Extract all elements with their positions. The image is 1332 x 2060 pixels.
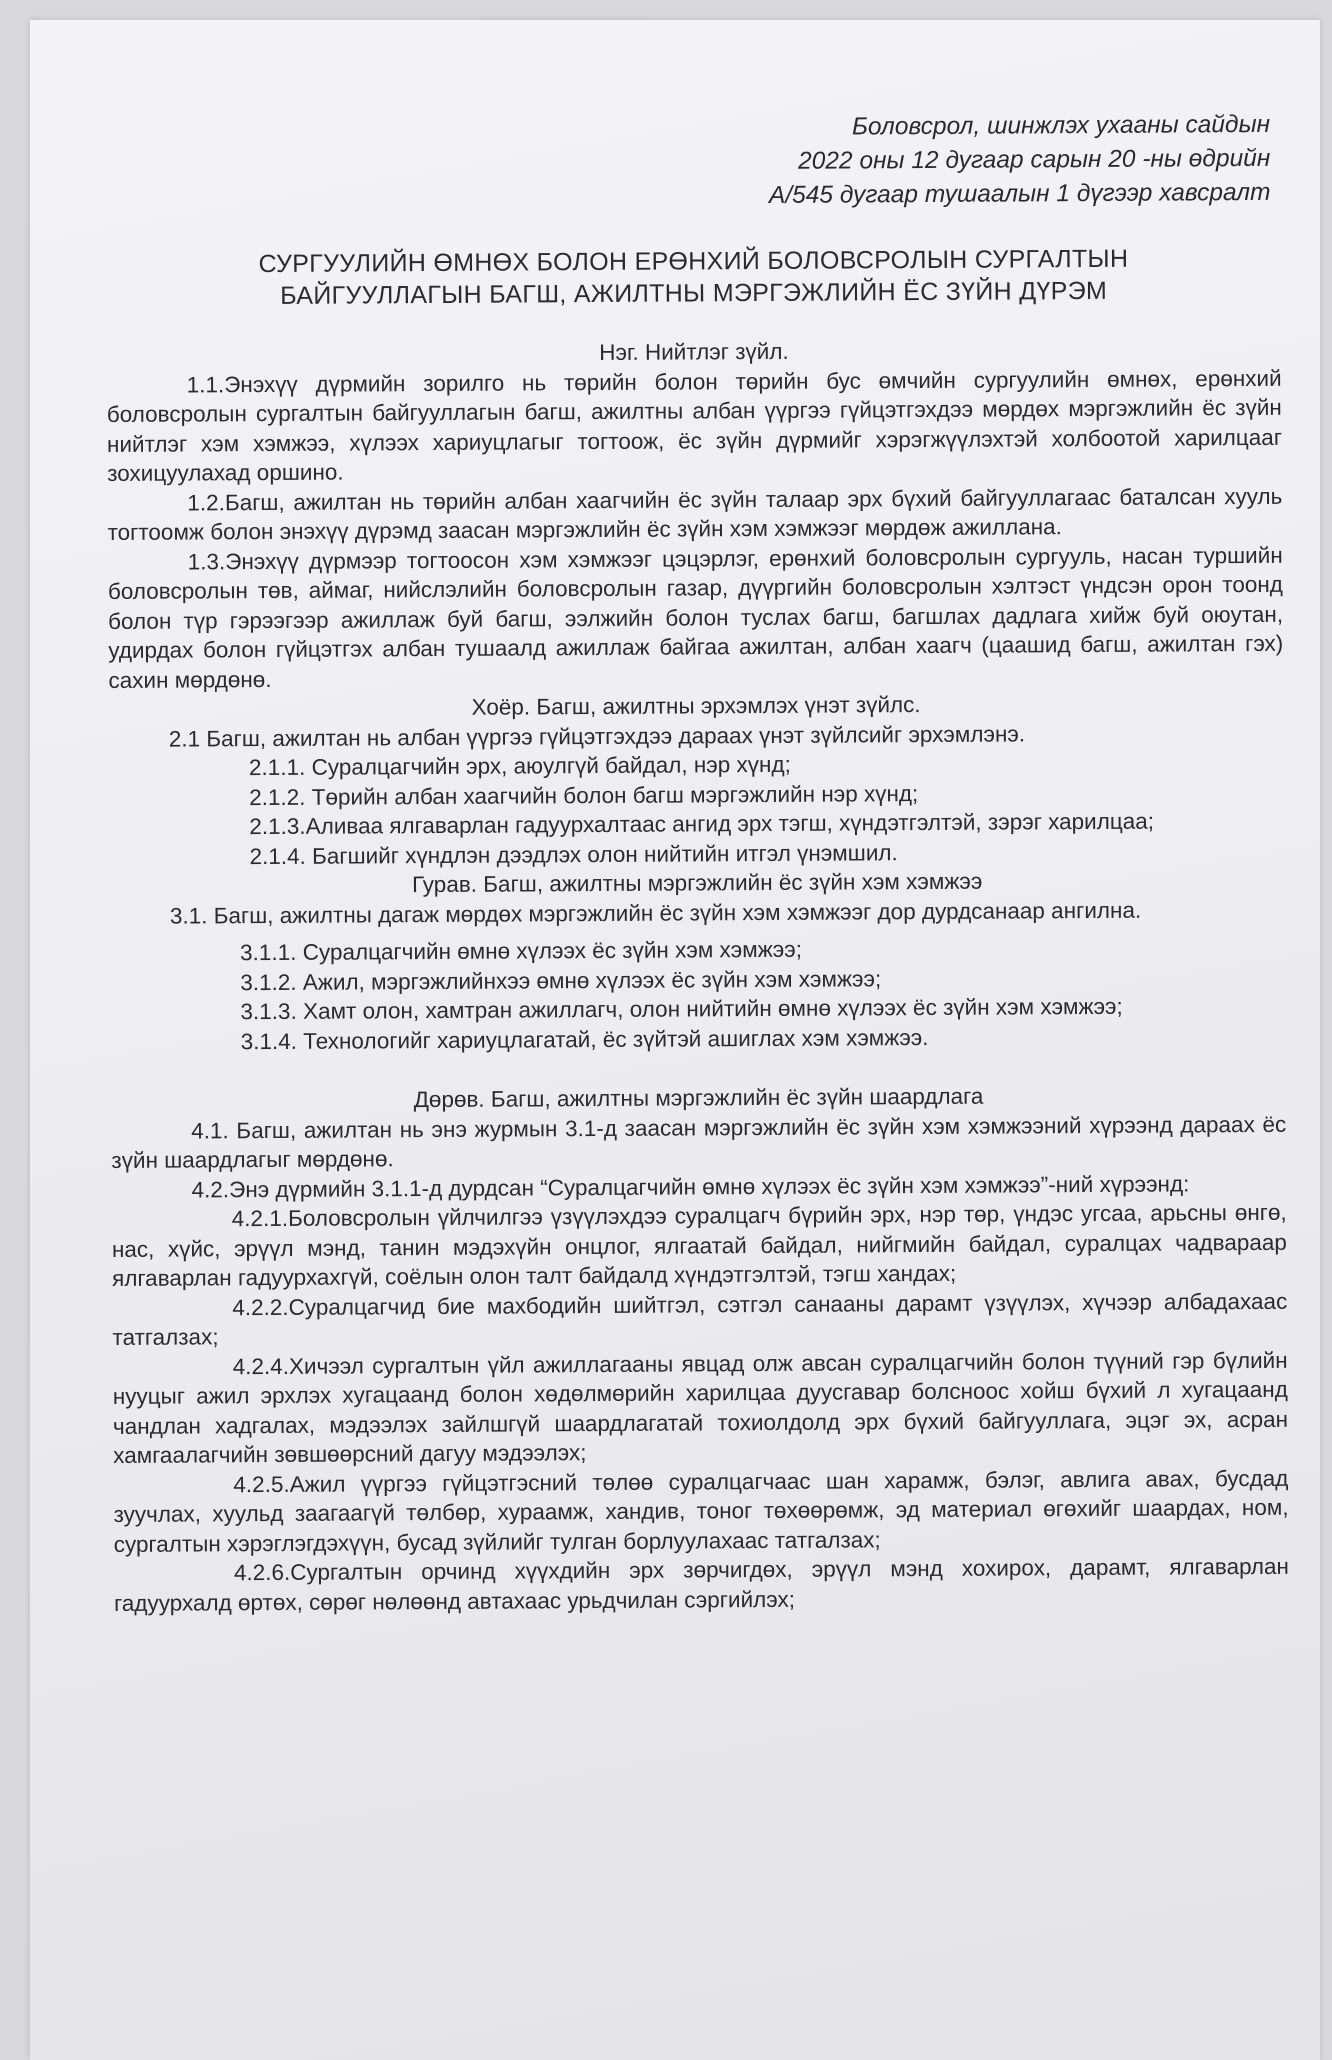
title-line-2: БАЙГУУЛЛАГЫН БАГШ, АЖИЛТНЫ МЭРГЭЖЛИЙН ЁС ЗҮЙН ДҮРЭМ [280, 276, 1108, 310]
paragraph-3-1: 3.1. Багш, ажилтны дагаж мөрдөх мэргэжлийн ёс зүйн хэм хэмжээг дор дурдсанаар ангилна. [169, 897, 1142, 929]
item-4-2-6: 4.2.6.Сургалтын орчинд хүүхдийн эрх зөрчигдөх, эрүүл мэнд хохирох, дарамт, ялгаварлан гадуурхалд өртөх, сөрөг нөлөөнд автахаас урьдчилан сэргийлэх; [114, 1553, 1289, 1616]
section-heading-4: Дөрөв. Багш, ажилтны мэргэжлийн ёс зүйн шаардлага [413, 1083, 984, 1113]
attachment-header [105, 108, 1281, 217]
item-3-1-3: 3.1.3. Хамт олон, хамтран ажиллагч, олон нийтийн өмнө хүлээх ёс зүйн хэм хэмжээ; [240, 993, 1123, 1025]
paragraph-4-2: 4.2.Энэ дүрмийн 3.1.1-д дурдсан “Суралцагчийн өмнө хүлээх ёс зүйн хэм хэмжээ”-ний хүрээнд: [191, 1170, 1190, 1202]
section-heading-2: Хоёр. Багш, ажилтны эрхэмлэх үнэт зүйлс. [471, 692, 921, 720]
item-4-2-5: 4.2.5.Ажил үүргээ гүйцэтгэсний төлөө суралцагчаас шан харамж, бэлэг, авлига авах, бусдад зуучлах, хуульд заагаагүй төлбөр, хураамж, хандив, тоног төхөөрөмж, эд материал өгөхийг шаардах, ном, сургалтын хэрэглэгдэхүүн, бусад зүйлийг тулган борлуулахаас татгалзах; [113, 1465, 1289, 1557]
header-line-order: А/545 дугаар тушаалын 1 дүгээр хавсралт [768, 178, 1271, 209]
item-2-1-2: 2.1.2. Төрийн албан хаагчийн болон багш мэргэжлийн нэр хүнд; [249, 780, 919, 810]
document-body [105, 108, 1289, 1618]
document-title [106, 242, 1281, 313]
paragraph-4-1: 4.1. Багш, ажилтан нь энэ журмын 3.1-д заасан мэргэжлийн ёс зүйн хэм хэмжээний хүрээнд дараах ёс зүйн шаардлагыг мөрдөнө. [111, 1111, 1287, 1173]
header-line-date: 2022 оны 12 дугаар сарын 20 -ны өдрийн [798, 144, 1271, 175]
item-2-1-1: 2.1.1. Суралцагчийн эрх, аюулгүй байдал, нэр хүнд; [248, 751, 791, 781]
section-heading-1: Нэг. Нийтлэг зүйл. [599, 338, 789, 365]
header-line-ministry: Боловсрол, шинжлэх ухааны сайдын [851, 110, 1271, 141]
paragraph-1-3: 1.3.Энэхүү дүрмээр тогтоосон хэм хэмжээг цэцэрлэг, ерөнхий боловсролын сургууль, насан туршийн боловсролын төв, аймаг, нийслэлийн боловсролын газар, дүүргийн боловсролын хэлтэст үндсэн орон тоонд болон түр гэрээгээр ажиллаж буй багш, ээлжийн болон туслах багш, багшлах дадлага хийж буй оюутан, удирдах болон гүйцэтгэх албан тушаалд ажиллаж байгаа ажилтан, албан хаагч (цаашид багш, ажилтан гэх) сахин мөрдөнө. [107, 542, 1284, 693]
item-3-1-4: 3.1.4. Технологийг хариуцлагатай, ёс зүйтэй ашиглах хэм хэмжээ. [240, 1024, 929, 1054]
item-4-2-1: 4.2.1.Боловсролын үйлчилгээ үзүүлэхдээ суралцагч бүрийн эрх, нэр төр, үндэс угсаа, арьсны өнгө, нас, хүйс, эрүүл мэнд, танин мэдэхүйн онцлог, ялгаатай байдал, нийгмийн байдал, суралцах чадвараар ялгаварлан гадуурхахгүй, соёлын олон талт байдалд хүндэтгэлтэй, тэгш хандах; [111, 1199, 1287, 1291]
paragraph-1-1: 1.1.Энэхүү дүрмийн зорилго нь төрийн болон төрийн бус өмчийн сургуулийн өмнөх, ерөнхий боловсролын сургалтын байгууллагын багш, ажилтны албан үүргээ гүйцэтгэхдээ мөрдөх мэргэжлийн ёс зүйн нийтлэг хэм хэмжээ, хүлээх хариуцлагыг тогтоож, ёс зүйн дүрмийг хэрэгжүүлэхтэй холбоотой харилцааг зохицуулахад оршино. [106, 365, 1283, 486]
document-page [30, 20, 1320, 2060]
section-heading-3: Гурав. Багш, ажилтны мэргэжлийн ёс зүйн хэм хэмжээ [412, 868, 983, 898]
paragraph-2-1: 2.1 Багш, ажилтан нь албан үүргээ гүйцэтгэхдээ дараах үнэт зүйлсийг эрхэмлэнэ. [168, 720, 1026, 752]
item-4-2-2: 4.2.2.Суралцагчид бие махбодийн шийтгэл, сэтгэл санааны дарамт үзүүлэх, хүчээр албадахаас татгалзах; [112, 1288, 1288, 1350]
item-3-1-1: 3.1.1. Суралцагчийн өмнө хүлээх ёс зүйн хэм хэмжээ; [240, 936, 803, 966]
item-3-1-2: 3.1.2. Ажил, мэргэжлийнхээ өмнө хүлээх ёс зүйн хэм хэмжээ; [240, 965, 882, 995]
item-4-2-4: 4.2.4.Хичээл сургалтын үйл ажиллагааны явцад олж авсан суралцагчийн болон түүний гэр бүлийн нууцыг ажил эрхлэх хугацаанд болон хөдөлмөрийн харилцаа дуусгавар болсноос хойш бүхий л хугацаанд чандлан хадгалах, мэдээлэх зайлшгүй шаардлагатай тохиолдолд эрх бүхий байгууллага, эцэг эх, асран хамгаалагчийн зөвшөөрсний дагуу мэдээлэх; [112, 1347, 1289, 1468]
paragraph-1-2: 1.2.Багш, ажилтан нь төрийн албан хаагчийн ёс зүйн талаар эрх бүхий байгууллагаас баталсан хууль тогтоомж болон энэхүү дүрэмд заасан мэргэжлийн ёс зүйн хэм хэмжээг мөрдөж ажиллана. [107, 483, 1283, 545]
item-2-1-4: 2.1.4. Багшийг хүндлэн дээдлэх олон нийтийн итгэл үнэмшил. [249, 839, 898, 869]
title-line-1: СУРГУУЛИЙН ӨМНӨХ БОЛОН ЕРӨНХИЙ БОЛОВСРОЛЫН СУРГАЛТЫН [258, 244, 1129, 279]
item-2-1-3: 2.1.3.Аливаа ялгаварлан гадуурхалтаас ангид эрх тэгш, хүндэтгэлтэй, зэрэг харилцаа; [249, 808, 1155, 840]
